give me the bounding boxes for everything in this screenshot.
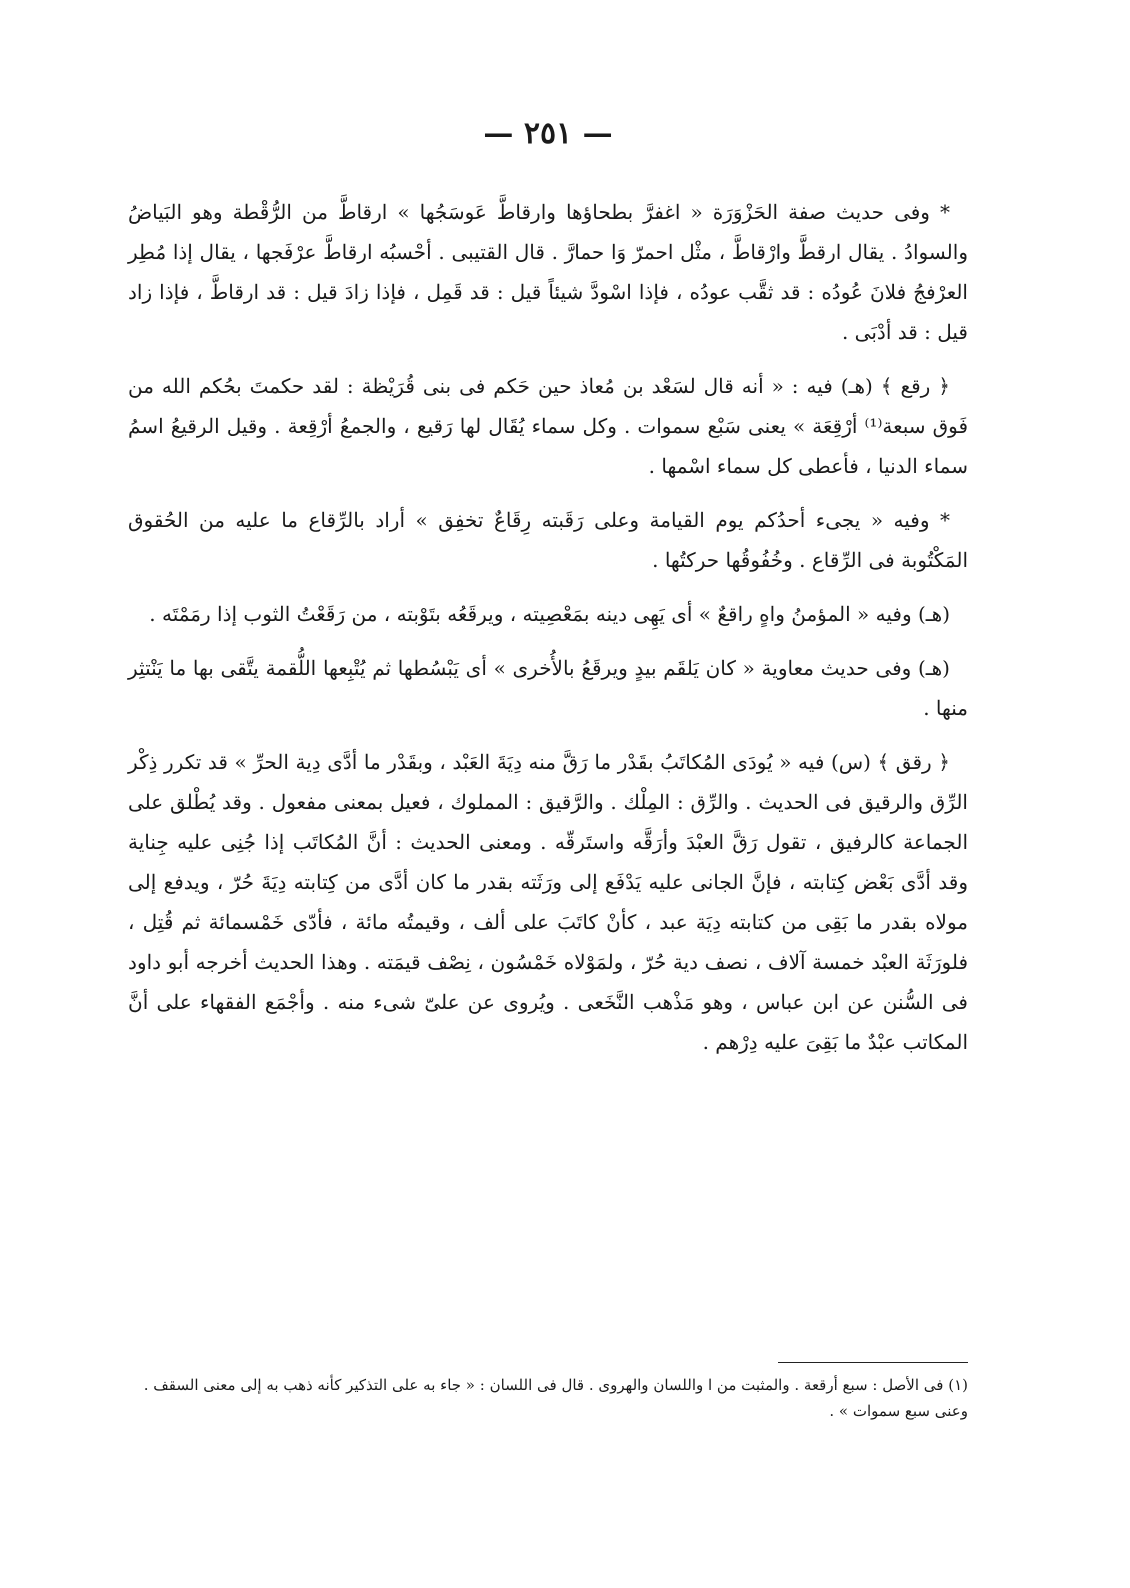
- main-text: [128, 192, 968, 1076]
- paragraph-muawiya: (هـ) وفى حديث معاوية « كان يَلقَم بيدٍ ويرقَعُ بالأُخرى » أى يَبْسُطها ثم يُتْبِعها اللُّقمة يتَّقى بها ما يَنْتثِر منها .: [128, 656, 968, 720]
- paragraph-riqa: * وفيه « يجىء أحدُكم يوم القيامة وعلى رَقَبته رِقَاعٌ تخفِق » أراد بالرِّقاع ما عليه من الحُقوق المَكْتُوبة فى الرِّقاع . وخُفُوقُها حركتُها .: [128, 508, 968, 572]
- paragraph-hazwara: * وفى حديث صفة الحَزْوَرَة « اغفرَّ بطحاؤها وارقاطَّ عَوسَجُها » ارقاطَّ من الرُّقْطة وهو البَياضُ والسوادُ . يقال ارقطَّ وارْقاطَّ ، مثْل احمرّ وَا حمارَّ . قال القتيبى . أحْسبُه ارقاطَّ عرْفَجها ، يقال إذا مُطِر العرْفجُ فلانَ عُودُه : قد ثقَّب عودُه ، فإذا اسْودَّ شيئاً قيل : قد قَمِل ، فإذا زادَ قيل : قد ارقاطَّ ، فإذا زاد قيل : قد أدْبَى .: [128, 200, 968, 344]
- page-number: — ٢٥١ —: [483, 116, 613, 151]
- paragraph-raqa-heading: ﴿ رقع ﴾ (هـ) فيه : « أنه قال لسَعْد بن مُعاذ حين حَكم فى بنى قُرَيْظة : لقد حكمتَ بحُكم الله من فَوق سبعة⁽¹⁾ أرْقِعَة » يعنى سَبْع سموات . وكل سماء يُقَال لها رَقيع ، والجمعُ أرْقِعة . وقيل الرقيعُ اسمُ سماء الدنيا ، فأعطى كل سماء اسْمها .: [128, 374, 969, 478]
- paragraph-raqaqa-heading: ﴿ رقق ﴾ (س) فيه « يُودَى المُكاتَبُ بقَدْر ما رَقَّ منه دِيَةَ العَبْد ، وبقَدْر ما أدَّى دِية الحرِّ » قد تكرر ذِكْر الرِّق والرقيق فى الحديث . والرِّق : المِلْك . والرَّقيق : المملوك ، فعيل بمعنى مفعول . وقد يُطْلق على الجماعة كالرفيق ، تقول رَقَّ العبْدَ وأرَقَّه واستَرقّه . ومعنى الحديث : أنَّ المُكاتَب إذا جُنِى عليه جِناية وقد أدَّى بَعْض كِتابته ، فإنَّ الجانى عليه يَدْفَع إلى ورَثَته بقدر ما كان أدَّى من كِتابته دِيَةَ حُرّ ، ويدفع إلى مولاه بقدر ما بَقِى من كتابته دِيَة عبد ، كأنْ كاتَبَ على ألف ، وقيمتُه مائة ، فأدّى خَمْسمائة ثم قُتِل ، فلورَثَة العبْد خمسة آلاف ، نصف دية حُرّ ، ولمَوْلاه خَمْسُون ، نِصْف قيمَته . وهذا الحديث أخرجه أبو داود فى السُّنن عن ابن عباس ، وهو مَذْهب النَّخَعى . ويُروى عن علىّ شىء منه . وأجْمَع الفقهاء على أنَّ المكاتب عبْدٌ ما بَقِىَ عليه دِرْهم .: [128, 750, 968, 1054]
- footnote-separator: [778, 1362, 968, 1363]
- book-page: [128, 0, 968, 1588]
- footnote: (١) فى الأصل : سبع أرقعة . والمثبت من ا واللسان والهروى . قال فى اللسان : « جاء به على التذكير كأنه ذهب به إلى معنى السقف . وعنى سبع سموات » .: [143, 1376, 968, 1420]
- paragraph-mumin-wah-raqi: (هـ) وفيه « المؤمنُ واهٍ راقعٌ » أى يَهِى دينه بمَعْصِيته ، ويرقَعُه بتَوْبته ، من رَقَعْتُ الثوب إذا رمَمْتَه .: [149, 602, 950, 626]
